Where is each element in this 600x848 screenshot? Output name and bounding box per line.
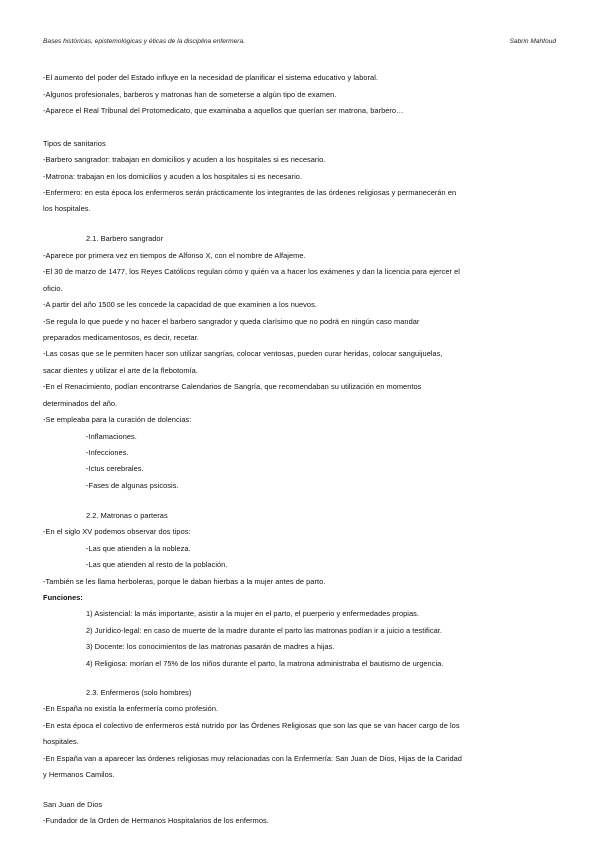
section-heading-sanjuan: San Juan de Dios: [43, 800, 103, 809]
funciones-heading: Funciones:: [43, 593, 83, 602]
running-header-author: Sabrin Mahfoud: [509, 38, 556, 45]
intro-line: -El aumento del poder del Estado influye en la necesidad de planificar el sistema educativo y laboral.: [43, 73, 378, 82]
tipos-item: -Enfermero: en esta época los enfermeros serán prácticamente los integrantes de las órdenes religiosas y permanecerán en: [43, 188, 457, 197]
section-heading-barbero: 2.1. Barbero sangrador: [86, 234, 164, 243]
barbero-line: sacar dientes y utilizar el arte de la flebotomía.: [43, 366, 198, 375]
sanjuan-line: -Fundador de la Orden de Hermanos Hospitalarios de los enfermos.: [43, 816, 269, 825]
dolencia-item: -Ictus cerebrales.: [86, 464, 144, 473]
section-heading-enfermeros: 2.3. Enfermeros (solo hombres): [86, 688, 192, 697]
barbero-line: -A partir del año 1500 se les concede la capacidad de que examinen a los nuevos.: [43, 300, 317, 309]
enfermeros-line: -En España no existía la enfermería como profesión.: [43, 704, 219, 713]
matronas-line: -En el siglo XV podemos observar dos tipos:: [43, 527, 191, 536]
intro-line: -Algunos profesionales, barberos y matronas han de someterse a algún tipo de examen.: [43, 90, 337, 99]
funcion-item: 1) Asistencial: la más importante, asistir a la mujer en el parto, el puerperio y enfermedades propias.: [86, 609, 419, 618]
tipos-item-cont: los hospitales.: [43, 204, 91, 213]
enfermeros-line: -En esta época el colectivo de enfermeros está nutrido por las Órdenes Religiosas que son las que se van hacer cargo de los: [43, 721, 460, 730]
barbero-line: -Las cosas que se le permiten hacer son utilizar sangrías, colocar ventosas, pueden curar heridas, colocar sanguijuelas,: [43, 349, 443, 358]
tipos-item: -Matrona: trabajan en los domicilios y acuden a los hospitales si es necesario.: [43, 172, 303, 181]
dolencia-item: -Infecciones.: [86, 448, 129, 457]
barbero-line: determinados del año.: [43, 399, 118, 408]
dolencia-item: -Fases de algunas psicosis.: [86, 481, 179, 490]
barbero-line: -El 30 de marzo de 1477, los Reyes Católicos regulan cómo y quién va a hacer los exámenes y dan la licencia para ejercer el: [43, 267, 460, 276]
enfermeros-line: -En España van a aparecer las órdenes religiosas muy relacionadas con la Enfermería: San Juan de Dios, Hijas de la Caridad: [43, 754, 462, 763]
matronas-line: -También se les llama herboleras, porque le daban hierbas a la mujer antes de parto.: [43, 577, 326, 586]
section-heading-tipos: Tipos de sanitarios: [43, 139, 106, 148]
enfermeros-line: hospitales.: [43, 737, 79, 746]
barbero-line: -Se regula lo que puede y no hacer el barbero sangrador y queda clarísimo que no podrá en ningún caso mandar: [43, 317, 420, 326]
matronas-tipo-item: -Las que atienden a la nobleza.: [86, 544, 191, 553]
running-header-title: Bases históricas, epistemológicas y éticas de la disciplina enfermera.: [43, 38, 245, 45]
barbero-line: -Aparece por primera vez en tiempos de Alfonso X, con el nombre de Alfajeme.: [43, 251, 306, 260]
enfermeros-line: y Hermanos Camilos.: [43, 770, 115, 779]
section-heading-matronas: 2.2. Matronas o parteras: [86, 511, 168, 520]
funcion-item: 4) Religiosa: morían el 75% de los niños durante el parto, la matrona administraba el bautismo de urgencia.: [86, 659, 444, 668]
barbero-line: -Se empleaba para la curación de dolencias:: [43, 415, 192, 424]
tipos-item: -Barbero sangrador: trabajan en domicilios y acuden a los hospitales si es necesario.: [43, 155, 326, 164]
barbero-line: oficio.: [43, 284, 63, 293]
dolencia-item: -Inflamaciones.: [86, 432, 137, 441]
barbero-line: preparados medicamentosos, es decir, recetar.: [43, 333, 199, 342]
funcion-item: 2) Jurídico-legal: en caso de muerte de la madre durante el parto las matronas podían ir a juicio a testificar.: [86, 626, 442, 635]
intro-line: -Aparece el Real Tribunal del Protomedicato, que examinaba a aquellos que querían ser matrona, barbero…: [43, 106, 404, 115]
barbero-line: -En el Renacimiento, podían encontrarse Calendarios de Sangría, que recomendaban su utilización en momentos: [43, 382, 422, 391]
funcion-item: 3) Docente: los conocimientos de las matronas pasarán de madres a hijas.: [86, 642, 335, 651]
matronas-tipo-item: -Las que atienden al resto de la población.: [86, 560, 228, 569]
